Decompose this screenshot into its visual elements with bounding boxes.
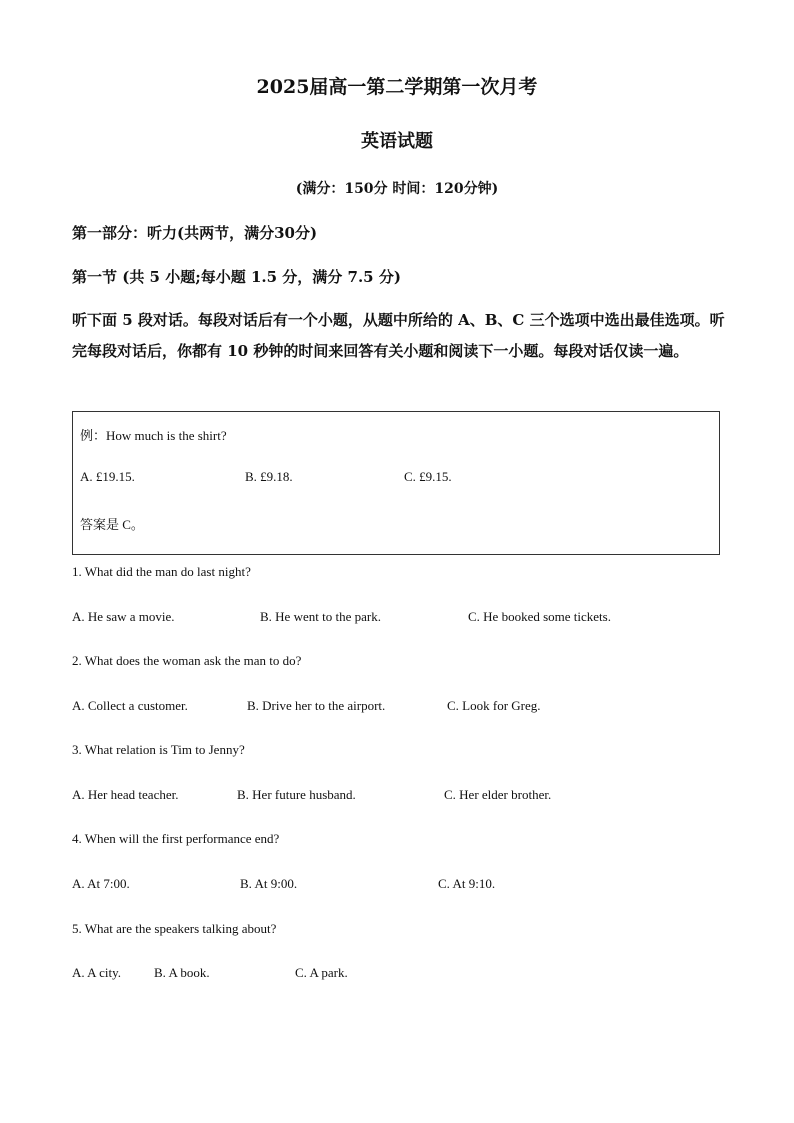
- example-option-b: B. £9.18.: [245, 469, 293, 484]
- q5-option-c: C. A park.: [295, 965, 348, 980]
- example-option-a: A. £19.15.: [80, 469, 135, 484]
- section-heading: 第一节 (共 5 小题;每小题 1.5 分，满分 7.5 分): [72, 268, 401, 286]
- q1-option-a: A. He saw a movie.: [72, 609, 175, 624]
- q4-option-c: C. At 9:10.: [438, 876, 496, 891]
- question-5: 5. What are the speakers talking about?: [72, 921, 277, 936]
- exam-meta: (满分：150分 时间：120分钟): [295, 181, 499, 197]
- example-question: 例：How much is the shirt?: [80, 428, 227, 443]
- subject-title: 英语试题: [361, 131, 433, 152]
- q5-option-b: B. A book.: [154, 965, 210, 980]
- q4-option-b: B. At 9:00.: [240, 876, 298, 891]
- q5-option-a: A. A city.: [72, 965, 121, 980]
- question-2: 2. What does the woman ask the man to do?: [72, 653, 302, 668]
- question-4: 4. When will the first performance end?: [72, 831, 280, 846]
- q2-option-c: C. Look for Greg.: [447, 698, 541, 713]
- q4-option-a: A. At 7:00.: [72, 876, 130, 891]
- q1-option-c: C. He booked some tickets.: [468, 609, 611, 624]
- q3-option-b: B. Her future husband.: [237, 787, 356, 802]
- question-1: 1. What did the man do last night?: [72, 564, 251, 579]
- example-option-c: C. £9.15.: [404, 469, 452, 484]
- q2-option-a: A. Collect a customer.: [72, 698, 188, 713]
- q3-option-c: C. Her elder brother.: [444, 787, 552, 802]
- question-3: 3. What relation is Tim to Jenny?: [72, 742, 245, 757]
- section-instructions: 听下面 5 段对话。每段对话后有一个小题，从题中所给的 A、B、C 三个选项中选出最佳选项。听完每段对话后，你都有 10 秒钟的时间来回答有关小题和阅读下一小题。每段对话仅读一遍。: [72, 311, 725, 360]
- example-answer: 答案是 C。: [80, 517, 144, 532]
- q2-option-b: B. Drive her to the airport.: [247, 698, 386, 713]
- exam-title: 2025届高一第二学期第一次月考: [256, 76, 538, 98]
- q3-option-a: A. Her head teacher.: [72, 787, 179, 802]
- part-heading: 第一部分：听力(共两节，满分30分): [72, 224, 318, 242]
- q1-option-b: B. He went to the park.: [260, 609, 381, 624]
